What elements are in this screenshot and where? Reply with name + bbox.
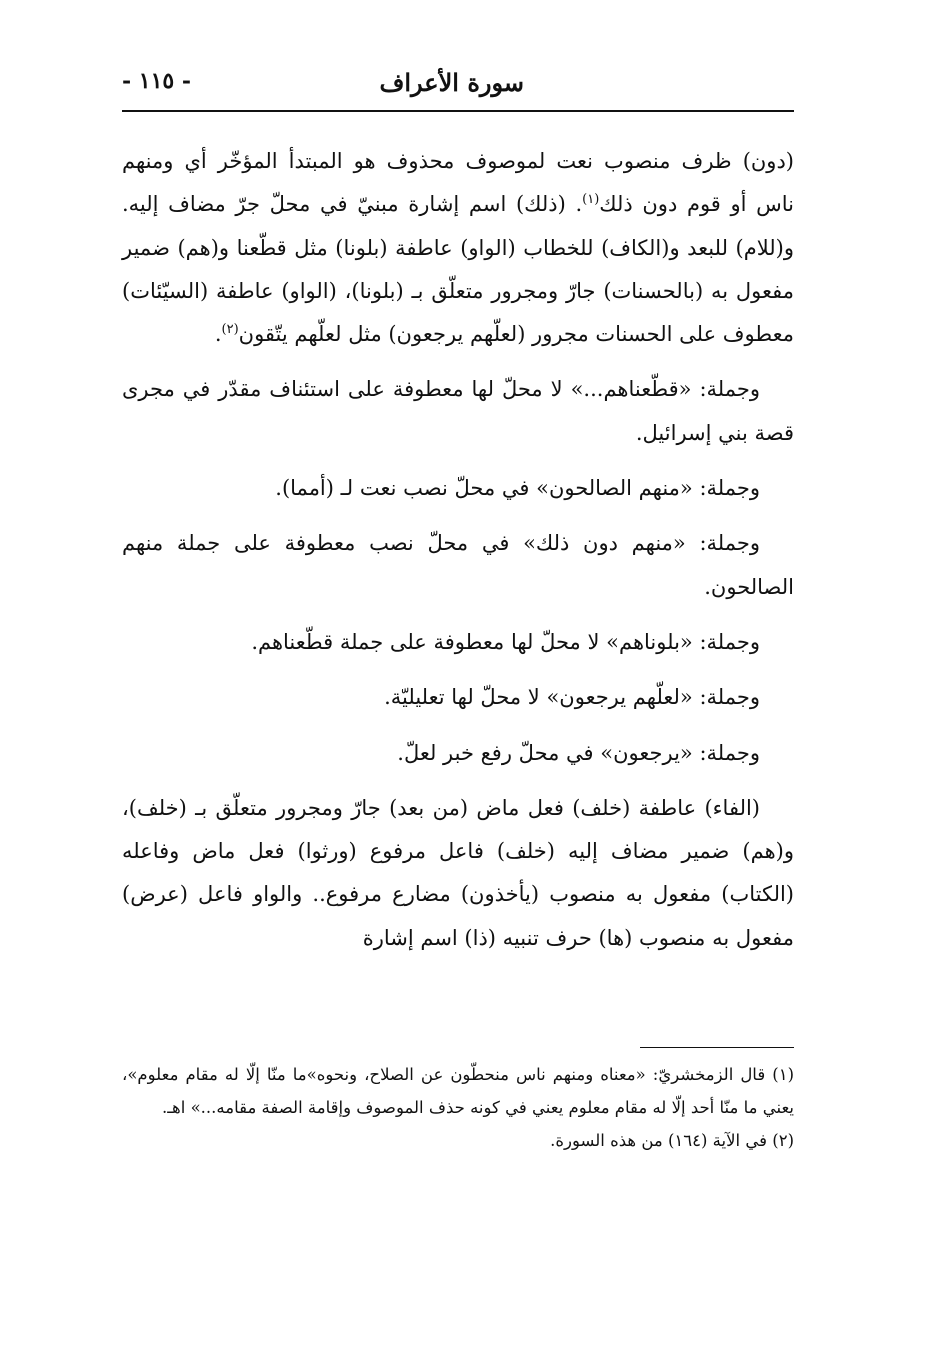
- paragraph-text: .: [214, 322, 222, 347]
- surah-title: سورة الأعراف: [379, 68, 524, 97]
- footnote-1: (١) قال الزمخشريّ: «معناه ومنهم ناس منحطّون عن الصلاح، ونحوه»ما منّا إلّا له مقام معلوم»، يعني ما منّا أحد إلّا له مقام معلوم يعني في كونه حذف الموصوف وإقامة الصفة مقامه...» اهـ.: [122, 1065, 794, 1117]
- paragraph-sentence-1: وجملة: «قطّعناهم...» لا محلّ لها معطوفة على استئناف مقدّر في مجرى قصة بني إسرائيل.: [122, 377, 794, 445]
- paragraph-text: (دون) ظرف منصوب نعت لموصوف محذوف هو المبتدأ المؤخّر أي ومنهم ناس أو قوم دون ذلك: [122, 149, 794, 217]
- body-text: [122, 140, 794, 960]
- paragraph-analysis-1: [122, 140, 794, 356]
- footnotes: [122, 1058, 794, 1157]
- paragraph-sentence-3: وجملة: «منهم دون ذلك» في محلّ نصب معطوفة على جملة منهم الصالحون.: [122, 531, 794, 599]
- footnote-ref-1: (١): [582, 192, 600, 208]
- footnote-rule: [640, 1047, 794, 1048]
- paragraph-sentence-6: وجملة: «يرجعون» في محلّ رفع خبر لعلّ.: [397, 740, 760, 765]
- paragraph-text: . (ذلك) اسم إشارة مبنيّ في محلّ جرّ مضاف إليه. و(للام) للبعد و(الكاف) للخطاب (الواو) عاطفة (بلونا) مثل قطّعنا و(هم) ضمير مفعول به (بالحسنات) جارّ ومجرور متعلّق بـ (بلونا)، (الواو) عاطفة (السيّئات) معطوف على الحسنات مجرور (لعلّهم يرجعون) مثل لعلّهم يتّقون: [122, 192, 794, 347]
- page-number: - ١١٥ -: [122, 68, 192, 94]
- paragraph-sentence-5: وجملة: «لعلّهم يرجعون» لا محلّ لها تعليليّة.: [384, 685, 760, 710]
- paragraph-analysis-2: (الفاء) عاطفة (خلف) فعل ماض (من بعد) جارّ ومجرور متعلّق بـ (خلف)، و(هم) ضمير مضاف إليه (خلف) فاعل مرفوع (ورثوا) فعل ماض وفاعله (الكتاب) مفعول به منصوب (يأخذون) مضارع مرفوع.. والواو فاعل (عرض) مفعول به منصوب (ها) حرف تنبيه (ذا) اسم إشارة: [122, 795, 794, 950]
- footnote-ref-2: (٢): [221, 322, 239, 338]
- paragraph-sentence-4: وجملة: «بلوناهم» لا محلّ لها معطوفة على جملة قطّعناهم.: [251, 629, 760, 654]
- footnote-2: (٢) في الآية (١٦٤) من هذه السورة.: [550, 1131, 794, 1150]
- paragraph-sentence-2: وجملة: «منهم الصالحون» في محلّ نصب نعت لـ (أمما).: [275, 476, 760, 501]
- page-header: [122, 62, 794, 112]
- header-rule: [122, 110, 794, 112]
